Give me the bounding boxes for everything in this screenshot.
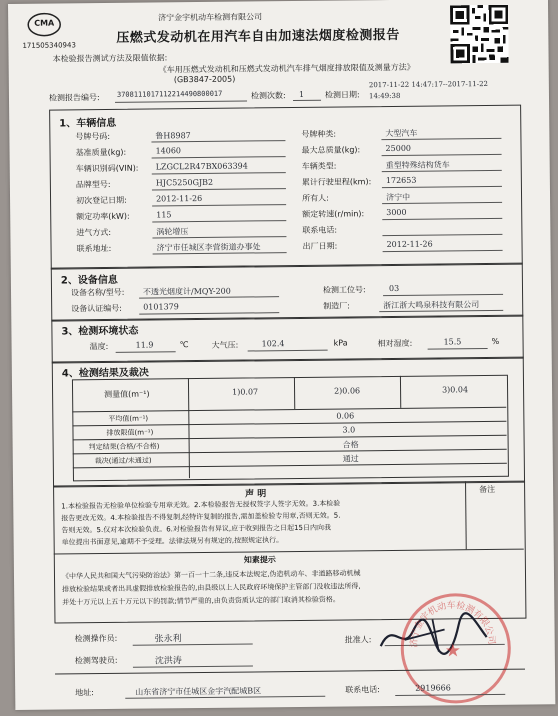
vehicle-field-value: 172653 bbox=[385, 175, 417, 186]
humidity-value: 15.5 bbox=[443, 337, 462, 347]
vehicle-field-label: 品牌型号: bbox=[75, 179, 111, 190]
address-value: 山东省济宁市任城区金宇汽配城B区 bbox=[135, 686, 262, 697]
vehicle-field-value: HJC5250GJB2 bbox=[155, 177, 214, 188]
measure-1: 1)0.07 bbox=[232, 387, 259, 397]
vehicle-field-value: 涡轮增压 bbox=[156, 227, 189, 237]
ruling-value: 通过 bbox=[342, 454, 359, 464]
statement-line: 告则无效。5.仅对本次检验负责。6.对检验报告有异议,应于收到报告之日起15日内向我 bbox=[61, 523, 332, 535]
qr-code-icon bbox=[450, 5, 509, 64]
statement-line: 单位提出书面意见,逾期不予受理。法律法规另有规定的,按照规定执行。 bbox=[61, 536, 284, 547]
vehicle-field-value: 25000 bbox=[385, 143, 412, 154]
temp-unit: ℃ bbox=[179, 340, 189, 350]
maker-value: 浙江浙大鸣泉科技有限公司 bbox=[383, 300, 480, 311]
notice-line: 排放检验结果或者出具虚假排放检验报告的,由县级以上人民政府环境保护主管部门没收违法所得, bbox=[62, 582, 361, 594]
notice-line: 《中华人民共和国大气污染防治法》第一百一十二条,违反本法规定,伪造机动车、非道路移动机械 bbox=[61, 569, 361, 581]
approver-label: 批准人: bbox=[344, 635, 372, 645]
average-value: 0.06 bbox=[336, 411, 355, 421]
vehicle-field-label: 号牌号码: bbox=[75, 131, 111, 142]
vehicle-field-value: 2012-11-26 bbox=[156, 193, 203, 204]
operator-name: 张永利 bbox=[154, 634, 182, 645]
station-value: 03 bbox=[388, 283, 400, 294]
vehicle-field-label: 进气方式: bbox=[76, 227, 112, 238]
results-heading: 4、检测结果及裁决 bbox=[61, 367, 149, 380]
notice-line: 并处十万元以上五十万元以下的罚款;情节严重的,由负责资质认定的部门取消其检验资格。 bbox=[62, 595, 340, 607]
humidity-label: 相对湿度: bbox=[377, 338, 413, 349]
test-count-label: 检测次数: bbox=[250, 91, 286, 101]
driver-label: 检测驾驶员: bbox=[74, 655, 118, 666]
basis-label: 本检验报告测试方法及限值依据: bbox=[52, 53, 168, 64]
vehicle-field-label: 出厂日期: bbox=[302, 241, 338, 251]
ruling-label: 裁决(通过/未通过) bbox=[94, 456, 152, 466]
equipment-name: 不透光烟度计/MQY-200 bbox=[142, 286, 231, 297]
notice-heading: 知素提示 bbox=[243, 555, 276, 565]
vehicle-field-value: 14060 bbox=[155, 146, 182, 156]
measure-2: 2)0.06 bbox=[334, 386, 361, 396]
vehicle-field-label: 联系地址: bbox=[76, 243, 112, 254]
basis-text: 《车用压燃式发动机和压燃式发动机汽车排气烟度排放限值及测量方法》 bbox=[158, 62, 415, 75]
vehicle-field-value: 2012-11-26 bbox=[386, 239, 433, 250]
measure-label: 测量值(m⁻¹) bbox=[104, 389, 150, 400]
statement-line: 报告更改无效。4.本检验报告不得复制,经特许复制的报告,需加盖检验专用章,否则无效。5. bbox=[61, 511, 341, 523]
vehicle-field-value: 济宁市任城区李营街道办事处 bbox=[156, 242, 261, 253]
phone-label: 联系电话: bbox=[345, 685, 380, 695]
vehicle-field-label: 所有人: bbox=[302, 193, 329, 203]
vehicle-field-label: 累计行驶里程(km): bbox=[301, 177, 372, 187]
test-date: 2017-11-22 14:47:17--2017-11-22 14:49:38 bbox=[368, 79, 489, 101]
equipment-cert: 0101379 bbox=[143, 302, 179, 312]
measure-3: 3)0.04 bbox=[442, 385, 469, 395]
cert-number: 171505340943 bbox=[22, 41, 76, 50]
report-no-label: 检测报告编号: bbox=[48, 93, 100, 103]
limit-label: 排放限值(m⁻¹) bbox=[106, 428, 154, 437]
phone-value: 2919666 bbox=[415, 683, 451, 693]
vehicle-field-label: 联系电话: bbox=[302, 225, 338, 235]
driver-name: 沈洪涛 bbox=[154, 656, 182, 667]
operator-label: 检测操作员: bbox=[74, 633, 118, 644]
humidity-unit: % bbox=[491, 336, 500, 346]
maker-label: 制造厂: bbox=[323, 301, 350, 311]
vehicle-field-value: 大型汽车 bbox=[385, 128, 418, 139]
vehicle-field-label: 最大总质量(kg): bbox=[301, 145, 361, 155]
station-label: 检测工位号: bbox=[322, 285, 366, 295]
limit-value: 3.0 bbox=[342, 425, 356, 435]
vehicle-field-label: 号牌种类: bbox=[301, 129, 337, 139]
basis-standard: (GB3847-2005) bbox=[173, 74, 236, 85]
vehicle-info-heading: 1、车辆信息 bbox=[59, 117, 117, 130]
vehicle-field-value: 重型特殊结构货车 bbox=[385, 160, 450, 171]
statement-line: 1.本检验报告无检验单位检验专用章无效。2.本检验报告无授权签字人签字无效。3.本检验 bbox=[61, 499, 341, 511]
vehicle-field-label: 额定转速(r/min): bbox=[302, 209, 365, 219]
report-paper bbox=[8, 0, 555, 710]
test-date-label: 检测日期: bbox=[324, 90, 360, 100]
vehicle-field-label: 额定功率(kW): bbox=[76, 211, 130, 222]
report-no: 3708111017112214490800017 bbox=[116, 89, 223, 99]
vehicle-field-label: 车辆类型: bbox=[301, 161, 337, 171]
equipment-name-label: 设备名称/型号: bbox=[70, 287, 125, 298]
report-title: 压燃式发动机在用汽车自由加速法烟度检测报告 bbox=[116, 27, 400, 46]
vehicle-field-value: LZGCL2R47BX063394 bbox=[155, 161, 248, 172]
pressure-unit: kPa bbox=[333, 338, 348, 348]
vehicle-field-value: 济宁中 bbox=[386, 192, 411, 203]
cma-logo bbox=[26, 11, 62, 41]
vehicle-field-value: 3000 bbox=[386, 207, 407, 218]
vehicle-field-value: 115 bbox=[156, 210, 172, 220]
pressure-value: 102.4 bbox=[261, 339, 285, 349]
temp-label: 温度: bbox=[89, 341, 109, 352]
average-label: 平均值(m⁻¹) bbox=[108, 414, 149, 423]
address-label: 地址: bbox=[75, 688, 94, 698]
remark-label: 备注 bbox=[479, 484, 496, 495]
test-count: 1 bbox=[298, 89, 305, 99]
org-name: 济宁金宇机动车检测有限公司 bbox=[158, 12, 263, 23]
equipment-cert-label: 设备认证编号: bbox=[71, 303, 122, 314]
statement-heading: 声 明 bbox=[245, 489, 267, 500]
vehicle-field-label: 车辆识别码(VIN): bbox=[75, 163, 139, 174]
vehicle-field-label: 初次登记日期: bbox=[76, 195, 127, 206]
cma-logo-text: CMA bbox=[34, 18, 55, 28]
seal-text: 济宁金宇机动车检测有限公司 bbox=[409, 600, 496, 648]
judge-value: 合格 bbox=[342, 440, 359, 450]
vehicle-field-value: 鲁H8987 bbox=[155, 131, 191, 141]
svg-text:★: ★ bbox=[444, 640, 462, 662]
vehicle-field-label: 基准质量(kg): bbox=[75, 147, 127, 158]
temp-value: 11.9 bbox=[135, 340, 154, 350]
equipment-heading: 2、设备信息 bbox=[60, 274, 118, 287]
judge-label: 判定结果(合格/不合格) bbox=[88, 442, 160, 452]
pressure-label: 大气压: bbox=[211, 340, 239, 350]
environment-heading: 3、检测环境状态 bbox=[61, 325, 139, 338]
